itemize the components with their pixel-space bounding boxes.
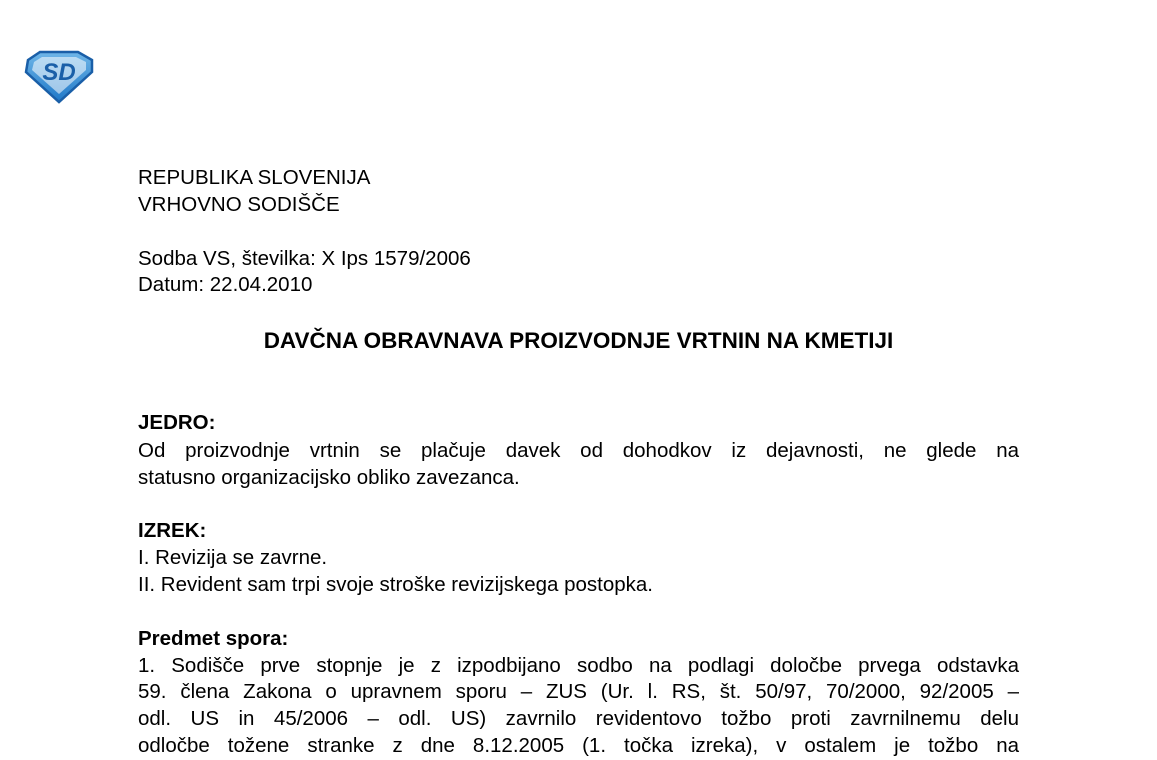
header-country: REPUBLIKA SLOVENIJA [138, 166, 371, 189]
predmet-text-line-3: odl. US in 45/2006 – odl. US) zavrnilo revidentovo tožbo proti zavrnilnemu delu [138, 707, 1019, 730]
izrek-item-2: II. Revident sam trpi svoje stroške revizijskega postopka. [138, 573, 653, 596]
izrek-item-1: I. Revizija se zavrne. [138, 546, 328, 569]
court-logo [22, 48, 96, 104]
predmet-text-line-4: odločbe tožene stranke z dne 8.12.2005 (1. točka izreka), v ostalem je tožbo na [138, 734, 1019, 757]
document-title: DAVČNA OBRAVNAVA PROIZVODNJE VRTNIN NA KMETIJI [263, 328, 894, 353]
izrek-heading: IZREK: [138, 519, 207, 542]
jedro-text-line-1: Od proizvodnje vrtnin se plačuje davek od dohodkov iz dejavnosti, ne glede na [138, 439, 1019, 462]
predmet-heading: Predmet spora: [138, 627, 289, 650]
logo-text: SD [42, 59, 76, 86]
jedro-heading: JEDRO: [138, 411, 216, 434]
case-number: Sodba VS, številka: X Ips 1579/2006 [138, 247, 471, 270]
jedro-text-line-2: statusno organizacijsko obliko zavezanca. [138, 466, 520, 489]
predmet-text-line-2: 59. člena Zakona o upravnem sporu – ZUS (Ur. l. RS, št. 50/97, 70/2000, 92/2005 – [138, 680, 1019, 703]
predmet-text-line-1: 1. Sodišče prve stopnje je z izpodbijano sodbo na podlagi določbe prvega odstavka [138, 654, 1019, 677]
case-date: Datum: 22.04.2010 [138, 273, 313, 296]
header-court: VRHOVNO SODIŠČE [138, 193, 340, 216]
